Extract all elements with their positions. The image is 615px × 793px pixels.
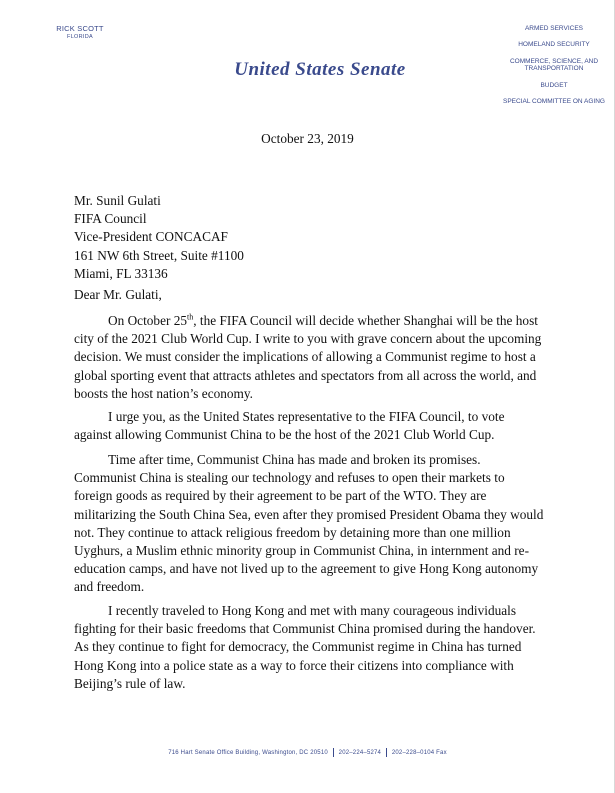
footer-fax: 202–228–0104 Fax bbox=[391, 750, 447, 757]
senate-masthead: United States Senate bbox=[234, 59, 406, 80]
p1-lead: On October 25 bbox=[108, 313, 188, 328]
recipient-street: 161 NW 6th Street, Suite #1100 bbox=[74, 247, 244, 263]
footer-divider bbox=[333, 748, 334, 757]
body-paragraph-3: Time after time, Communist China has made and broken its promises. Communist China is stealing our technology and refuses to open their markets to foreign goods as required by their agreement to be part of the WTO. They are militarizing the South China Sea, even after they promised President Obama they would not. They continue to attack religious freedom by detaining more than one million Uyghurs, a Muslim ethnic minority group in Communist China, in internment and re-education camps, and have not lived up to the agreement to give Hong Kong autonomy and freedom. bbox=[74, 452, 544, 595]
body-paragraph-4: I recently traveled to Hong Kong and met with many courageous individuals fighting for their basic freedoms that Communist China promised during the handover. As they continue to fight for democracy, the Communist regime in China has turned Hong Kong into a police state as a way to force their citizens into compliance with Beijing’s rule of law. bbox=[74, 603, 536, 691]
sender-name: RICK SCOTT bbox=[56, 24, 104, 33]
recipient-city: Miami, FL 33136 bbox=[74, 265, 168, 281]
committee-item: SPECIAL COMMITTEE ON AGING bbox=[503, 98, 605, 106]
committee-item: HOMELAND SECURITY bbox=[518, 41, 590, 49]
sender-block bbox=[40, 24, 120, 40]
body-paragraph-2: I urge you, as the United States representative to the FIFA Council, to vote against allowing Communist China to be the host of the 2021 Club World Cup. bbox=[74, 409, 505, 443]
committee-item: BUDGET bbox=[540, 81, 568, 89]
committee-item: COMMERCE, SCIENCE, AND TRANSPORTATION bbox=[509, 57, 599, 73]
sender-state: FLORIDA bbox=[67, 34, 93, 40]
recipient-address bbox=[74, 192, 544, 283]
p1-rest: , the FIFA Council will decide whether Shanghai will be the host city of the 2021 Club World Cup. I write to you with grave concern about the upcoming decision. We must consider the implications of allowing a Communist regime to host a global sporting event that attracts athletes and spectators from all across the world, and boosts the host nation’s economy. bbox=[74, 313, 542, 401]
footer-divider bbox=[386, 748, 387, 757]
committee-item: ARMED SERVICES bbox=[524, 25, 584, 32]
body-paragraph-1 bbox=[74, 312, 544, 403]
footer-address: 716 Hart Senate Office Building, Washington, DC 20510 bbox=[168, 750, 328, 757]
committee-list bbox=[498, 25, 610, 114]
salutation: Dear Mr. Gulati, bbox=[74, 287, 162, 302]
letterhead-footer bbox=[0, 748, 615, 757]
footer-phone: 202–224–5274 bbox=[338, 750, 382, 757]
recipient-title: Vice-President CONCACAF bbox=[74, 229, 228, 245]
p1-ordinal-suffix: th bbox=[187, 312, 194, 322]
recipient-org: FIFA Council bbox=[74, 211, 147, 227]
letter-date: October 23, 2019 bbox=[261, 131, 354, 146]
recipient-name: Mr. Sunil Gulati bbox=[74, 193, 161, 208]
